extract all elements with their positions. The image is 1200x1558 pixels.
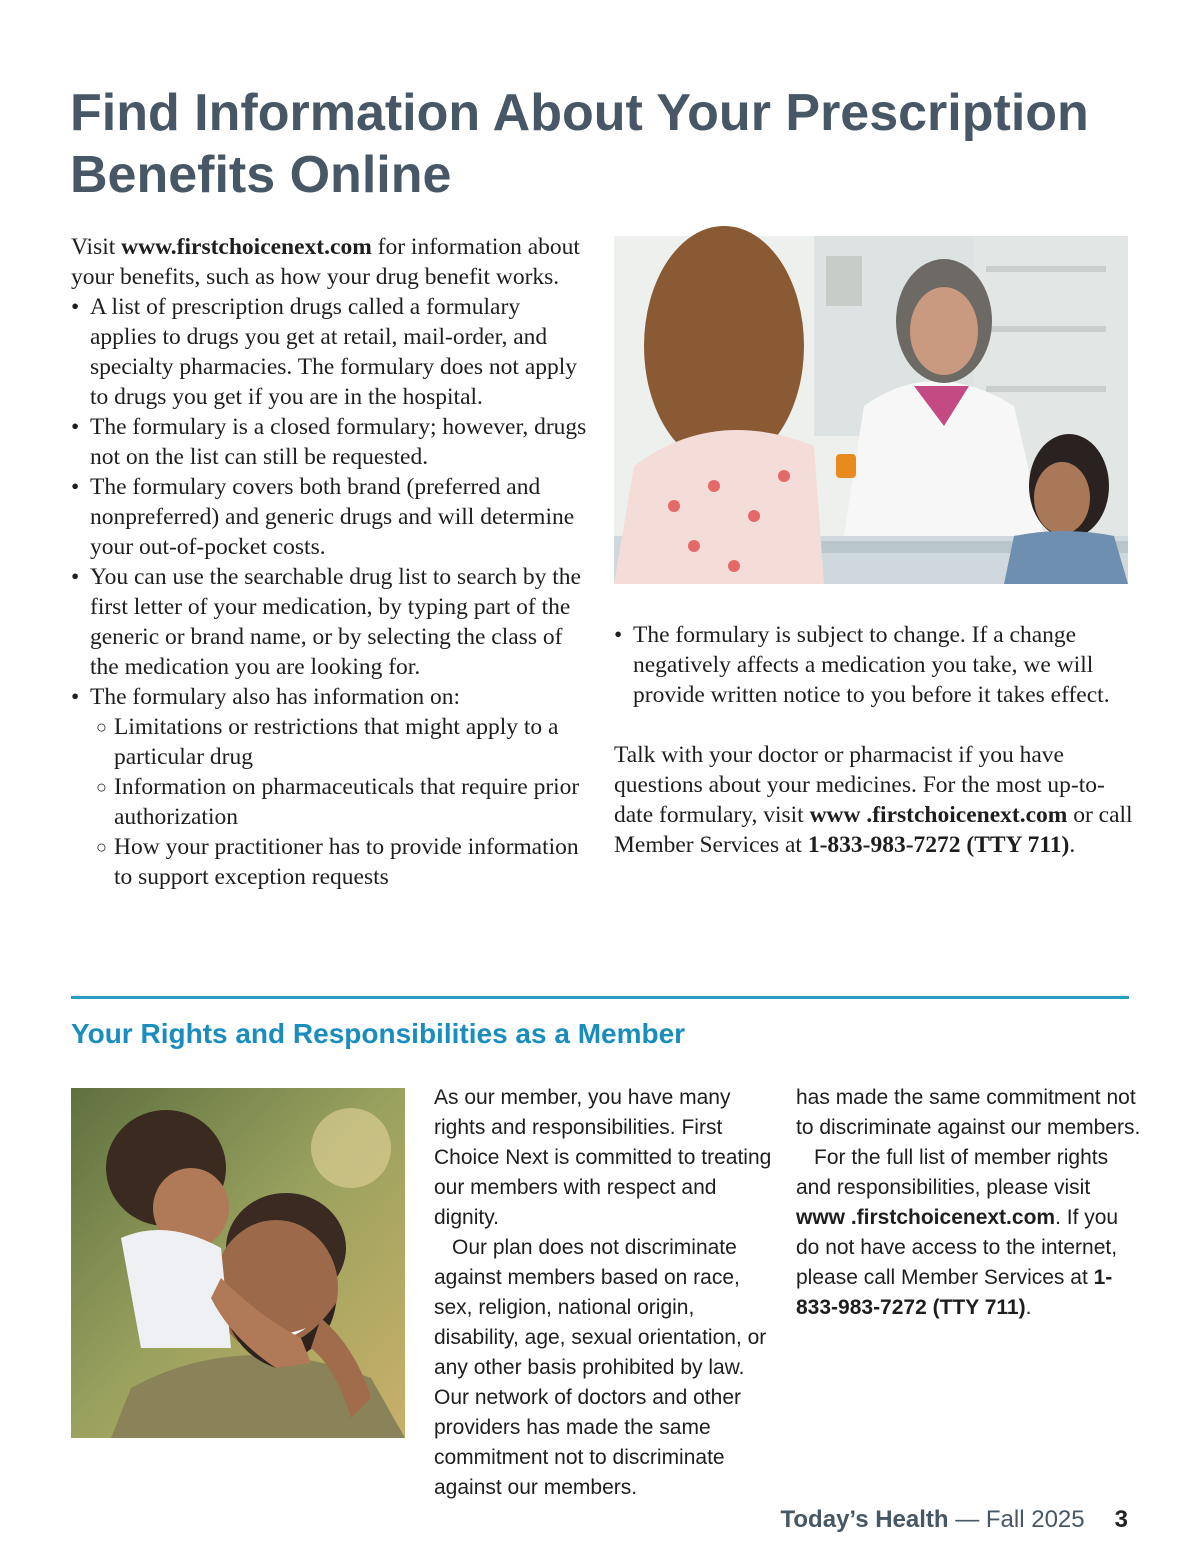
hollow-bullet-icon: ○	[96, 717, 107, 737]
rights-text: For the full list of member rights and responsibilities, please visit	[796, 1146, 1109, 1199]
sub-bullet-list	[90, 712, 591, 892]
father-child-photo	[71, 1088, 405, 1438]
bullet-icon: •	[71, 414, 80, 440]
rights-paragraph-1: As our member, you have many rights and responsibilities. First Choice Next is committed to treating our members with respect and dignity.	[434, 1086, 772, 1229]
bullet-item	[614, 620, 1134, 710]
rights-heading: Your Rights and Responsibilities as a Member	[71, 1018, 686, 1049]
intro-text-end: for information about your benefits, such as how your drug benefit works.	[71, 234, 580, 290]
hollow-bullet-icon: ○	[96, 777, 107, 797]
pharmacy-scene-illustration	[614, 236, 1128, 584]
section-divider	[71, 996, 1129, 999]
rights-paragraph-3	[796, 1143, 1141, 1323]
sub-bullet-item	[96, 772, 591, 832]
bullet-item	[71, 682, 591, 892]
bullet-text: A list of prescription drugs called a formulary applies to drugs you get at retail, mail-order, and specialty pharmacies. The formulary does not apply to drugs you get if you are in the hospital.	[90, 294, 578, 410]
bullet-text: The formulary also has information on:	[90, 684, 461, 710]
bullet-item	[71, 562, 591, 682]
bullet-item	[71, 472, 591, 562]
talk-text-mid: or call Member Services at	[614, 802, 1133, 858]
page-number: 3	[1114, 1506, 1128, 1533]
sub-bullet-text: How your practitioner has to provide information to support exception requests	[114, 834, 579, 890]
hollow-bullet-icon: ○	[96, 837, 107, 857]
bullet-icon: •	[71, 474, 80, 500]
talk-paragraph	[614, 740, 1134, 860]
rights-column-1	[434, 1083, 779, 1499]
rights-paragraph-2: Our plan does not discriminate against members based on race, sex, religion, national origin, disability, age, sexual orientation, or any other basis prohibited by law. Our network of doctors and other providers has made the same commitment not to discriminate against our members.	[434, 1236, 767, 1499]
rights-text-mid: . If you do not have access to the internet, please call Member Services at	[796, 1206, 1119, 1289]
bullet-text: The formulary is subject to change. If a change negatively affects a medication you take, we will provide written notice to you before it takes effect.	[633, 622, 1110, 708]
bullet-text: You can use the searchable drug list to search by the first letter of your medication, by typing part of the generic or brand name, or by selecting the class of the medication you are looking for.	[90, 564, 581, 680]
rights-paragraph-2-continued: has made the same commitment not to discriminate against our members.	[796, 1086, 1141, 1139]
bullet-item	[71, 292, 591, 412]
bullet-text: The formulary is a closed formulary; however, drugs not on the list can still be requested.	[90, 414, 587, 470]
father-child-illustration	[71, 1088, 405, 1438]
sub-bullet-item	[96, 712, 591, 772]
change-bullet-list	[614, 620, 1134, 710]
talk-text-end: .	[1069, 832, 1076, 858]
page-title	[70, 82, 1150, 206]
website-link[interactable]: www .firstchoicenext.com	[809, 802, 1068, 828]
right-column	[614, 620, 1134, 860]
bullet-icon: •	[71, 684, 80, 710]
bullet-icon: •	[71, 294, 80, 320]
issue-label: — Fall 2025	[948, 1506, 1085, 1533]
pharmacist-photo	[614, 236, 1128, 584]
rights-text-end: .	[1025, 1296, 1032, 1319]
page-footer	[781, 1502, 1128, 1538]
bullet-icon: •	[614, 622, 623, 648]
website-link[interactable]: www.firstchoicenext.com	[121, 234, 372, 260]
rights-column-2	[796, 1083, 1141, 1323]
intro-text: Visit	[71, 234, 122, 260]
website-link[interactable]: www .firstchoicenext.com	[796, 1206, 1056, 1229]
formulary-bullet-list	[71, 292, 591, 892]
left-column	[71, 232, 591, 892]
bullet-text: The formulary covers both brand (preferred and nonpreferred) and generic drugs and will determine your out-of-pocket costs.	[90, 474, 575, 560]
bullet-item	[71, 412, 591, 472]
talk-text: Talk with your doctor or pharmacist if you have questions about your medicines. For the most up-to-date formulary, visit	[614, 742, 1105, 828]
sub-bullet-text: Limitations or restrictions that might apply to a particular drug	[114, 714, 559, 770]
phone-number[interactable]: 1-833-983-7272 (TTY 711)	[796, 1266, 1113, 1319]
intro-paragraph	[71, 232, 591, 292]
sub-bullet-item	[96, 832, 591, 892]
title-line-1: Find Information About Your Prescription	[70, 84, 1089, 142]
title-line-2: Benefits Online	[70, 146, 452, 204]
publication-name: Today’s Health	[780, 1506, 949, 1533]
sub-bullet-text: Information on pharmaceuticals that require prior authorization	[114, 774, 580, 830]
phone-number[interactable]: 1-833-983-7272 (TTY 711)	[807, 832, 1070, 858]
bullet-icon: •	[71, 564, 80, 590]
